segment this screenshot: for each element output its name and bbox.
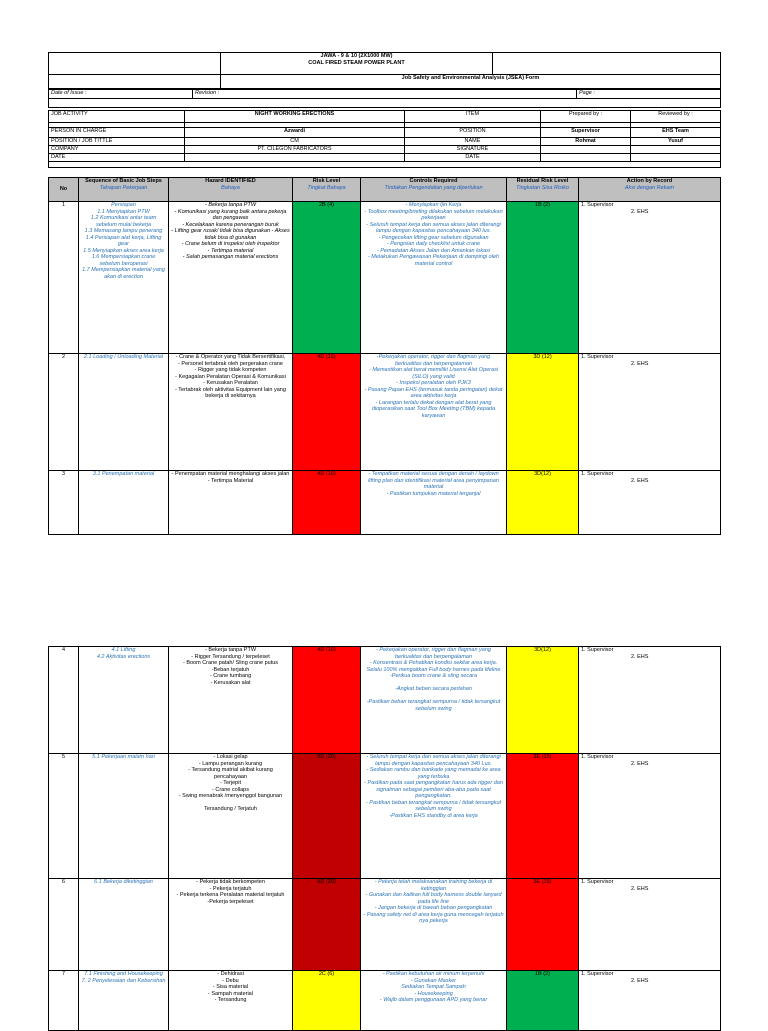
prepared-name: Rohmat [541,138,631,146]
job-activity-label: JOB ACTIVITY [49,111,185,123]
row-residual-level: 3D (12) [507,354,579,471]
job-activity-value: NIGHT WORKING ERECTIONS [185,111,405,123]
row-steps: 5.1 Pekerjaan malam hari [79,754,169,879]
col-hazard: Hazard IDENTIFIED Bahaya [169,178,293,202]
table-row [49,754,721,879]
signature-label: SIGNATURE [405,146,541,154]
row-risk-level: 4D (16) [293,647,361,754]
column-header-row [49,178,721,202]
row-controls: - Pastikan kebutuhan air minum terpenuhi - Gunakan Masker Sediakan Tempat Sampah - Housekeeping - Wajib dalam penggunaan APD yang benar [361,971,507,1031]
col-no: No [49,178,79,202]
date-label-2: DATE [405,154,541,162]
row-no: 6 [49,879,79,971]
row-steps: 4.1 Lifting 4.2 Aktivitas erections [79,647,169,754]
row-controls: - Pekerjakan operator, rigger dan flagman yang berkualitas dan berpengalaman - Konsentrasi & Pehatikan kondisi sekitar area kerja. Selalu 100% mengaitkan Full body harnes pada lifeline -Perikua boom crane & sling secara -Angkat beban secara perlahan -Pastikan beban terangkat sempurna / tidak tersangkut sebelum swing [361,647,507,754]
table-row [49,647,721,754]
row-action: 1. Supervisor 2. EHS [579,471,721,535]
row-action: 1. Supervisor 2. EHS [579,971,721,1031]
reviewed-name: Yusuf [631,138,721,146]
job-info-table [48,110,721,168]
row-controls: - Seluruh tempat kerja dan semua akses jalan diterangi lampu dengan kapasitas pencahayaan 340 Lux. - Sediakan rambu dan barikade yang memadai ke area yang terbuka - Pastikan pada saat pengangkatan harus ada rigger dan signalman sebagai pemberi aba-aba pada saat pengangkatan. - Pastikan beban terangkat sempurna / tidak tersangkut sebelum swing -Pastikan EHS standby di area kerja [361,754,507,879]
row-no: 4 [49,647,79,754]
row-residual-level: 3E (15) [507,754,579,879]
row-controls: - Pekerja telah melaksanakan training bekerja di ketinggian - Gunakan dan kaitkan full body harness double lanyard pada life line - Jangan bekerja di bawah beban pengangkatan - Pasang safety net di area kerja guna mencegah terjatuh nya pekerja [361,879,507,971]
issue-table [48,89,721,108]
row-risk-level: 4D (16) [293,354,361,471]
row-hazards: - Bekerja tanpa PTW - Komunikasi yang kurang baik antara pekerja dan pengawas - Kecelakaan karena penerangan buruk - Lifting gear rusak/ tidak bisa digunakan - Akses tidak bisa di gunakan - Crane belum di inspeksi oleh inspektor - Tertimpa material - Salah pemasangan material erections [169,202,293,354]
row-risk-level: 2C (6) [293,971,361,1031]
row-hazards: - Penempatan material menghalangi akses jalan - Tertimpa Material [169,471,293,535]
row-action: 1. Supervisor 2. EHS [579,754,721,879]
col-residual: Residual Risk Level Tingkatan Sisa Risiko [507,178,579,202]
reviewed-position: EHS Team [631,128,721,138]
row-hazards: - Crane & Operator yang Tidak Bersertifikasi, - Personel tertabrak oleh pergerakan crane - Rigger yang tidak kompeten - Kegagalan Peralatan Operasi & Komunikasi - Kerusakan Peralatan - Tertabrak oleh aktivitas Equipment lain yang bekerja di sekitarnya [169,354,293,471]
position-label: POSITION [405,128,541,138]
table-row [49,971,721,1031]
project-line2: COAL FIRED STEAM POWER PLANT [308,59,405,66]
col-sequence: Sequence of Basic Job Steps Tahapan Pekerjaan [79,178,169,202]
prepared-by-label: Prepared by : [541,111,631,123]
person-in-charge-label: PERSON IN CHARGE [49,128,185,138]
row-action: 1. Supervisor 2. EHS [579,354,721,471]
position-job-title-value: CM [185,138,405,146]
row-steps: 2.1 Loading / Unloading Material [79,354,169,471]
person-in-charge-value: Azwardi [185,128,405,138]
row-action: 1. Supervisor 2. EHS [579,202,721,354]
row-hazards: - Pekerja tidak berkompeten - Pekerja terjatuh - Pekerja terkena Peralatan material terjatuh -Pekerja terpeleset [169,879,293,971]
row-residual-level: 3D(12) [507,647,579,754]
row-no: 7 [49,971,79,1031]
date-of-issue-label: Date of Issue : [49,90,193,99]
table-row [49,879,721,971]
form-header-table [48,52,721,89]
row-steps: 3.1 Penempatan material [79,471,169,535]
col-risk: Risk Level Tingkat Bahaya [293,178,361,202]
prepared-position: Supervisor [541,128,631,138]
page-label: Page : [577,90,721,99]
jsea-table-part1 [48,177,721,535]
row-hazards: - Lokasi gelap - Lampu perangan kurang - Tersandung matrial akibat kurang pencahayaan - Terjepit - Crane collaps - Swing menabrak /menyenggol bangunan Tersandung / Terjatuh [169,754,293,879]
row-no: 5 [49,754,79,879]
row-hazards: - Dehidrasi - Debu - Sisa material - Sampah material - Tersandung [169,971,293,1031]
date-label: DATE [49,154,185,162]
row-no: 1 [49,202,79,354]
row-risk-level: 5D (20) [293,754,361,879]
row-action: 1. Supervisor 2. EHS [579,647,721,754]
row-steps: 6.1 Bekerja diketinggian [79,879,169,971]
row-controls: - Menyiapkan Ijin Kerja - Toolbox meeting/briefing dilakukan sebelum melakukan pekerjaan - Seluruh tempat kerja dan semua akses jalan diterangi lampu dengan kapasitas pencahayaan 340 lux. - Pengecekan lifting gear sebelum digunakan - Pengisian daily checklist untuk crane - Pemadatan Akses Jalan dan Amankan lokasi - Melakukan Pengawasan Pekerjaan di dampingi oleh material control [361,202,507,354]
row-risk-level: 2B (4) [293,202,361,354]
table-row [49,354,721,471]
row-risk-level: 4D (16) [293,471,361,535]
form-title: Job Safety and Environmental Analysis (JSEA) Form [221,75,721,89]
project-line1: JAWA - 9 & 10 (2X1000 MW) [320,53,393,59]
row-controls: - Tempatkan material sesuai dengan denah / laydown lifting plan dan identifikasi material area penyimpanan material - Pastikan tumpukan material terganjal [361,471,507,535]
company-value: PT. CILEGON FABRICATORS [185,146,405,154]
company-label: COMPANY [49,146,185,154]
reviewed-by-label: Reviewed by : [631,111,721,123]
item-label: ITEM [405,111,541,123]
name-label: NAME [405,138,541,146]
row-residual-level: 1B (2) [507,202,579,354]
row-steps: 7.1 Finishing and Housekeeping 7. 2 Penyelesaian dan Kebersihan [79,971,169,1031]
table-row [49,471,721,535]
row-residual-level: 3E (15) [507,879,579,971]
row-steps: Persiapan 1.1 Menyiapkan PTW 1.2 Komunikasi antar team sebelum mulai bekerja 1.3 Memasang lampu penerang 1.4 Persiapan alat kerja, Lifting gear 1.5 Menyiapkan akses area kerja 1.6 Mempersiapkan crane sebelum beroperasi 1.7 Mempersiapkan material yang akan di erection [79,202,169,354]
row-no: 3 [49,471,79,535]
row-residual-level: 1B (2) [507,971,579,1031]
row-controls: -Pekerjakan operator, rigger dan flagman yang berkualitas dan berpengalaman - Memastikan alat berat memiliki Lisensi Alat Operasi (SILO) yang valid - Inspeksi peralatan oleh PJK3 - Pasang Papan EHS (termasuk tanda peringatan) dekat area aktivitas kerja - Larangan terlalu dekat dengan alat berat yang dioperasikan saat Tool Box Meeting (TBM) kepada karyawan [361,354,507,471]
row-risk-level: 5D (20) [293,879,361,971]
position-job-title-label: POSITION / JOB TITTLE [49,138,185,146]
col-controls: Controls Required Tindakan Pengendalian yang diperlukan [361,178,507,202]
col-action: Action by Record Aksi dengan Rekam [579,178,721,202]
table-row [49,202,721,354]
row-residual-level: 3D(12) [507,471,579,535]
row-hazards: - Bekerja tanpa PTW - Rigger Tersandung / terpeleset - Boom Crane patah/ Sling crane putus -Beban terjatuh - Crane tumbang - Kerusakan alat [169,647,293,754]
row-action: 1. Supervisor 2. EHS [579,879,721,971]
revision-label: Revision : [193,90,577,99]
jsea-table-part2 [48,646,721,1031]
project-title [221,53,493,75]
row-no: 2 [49,354,79,471]
